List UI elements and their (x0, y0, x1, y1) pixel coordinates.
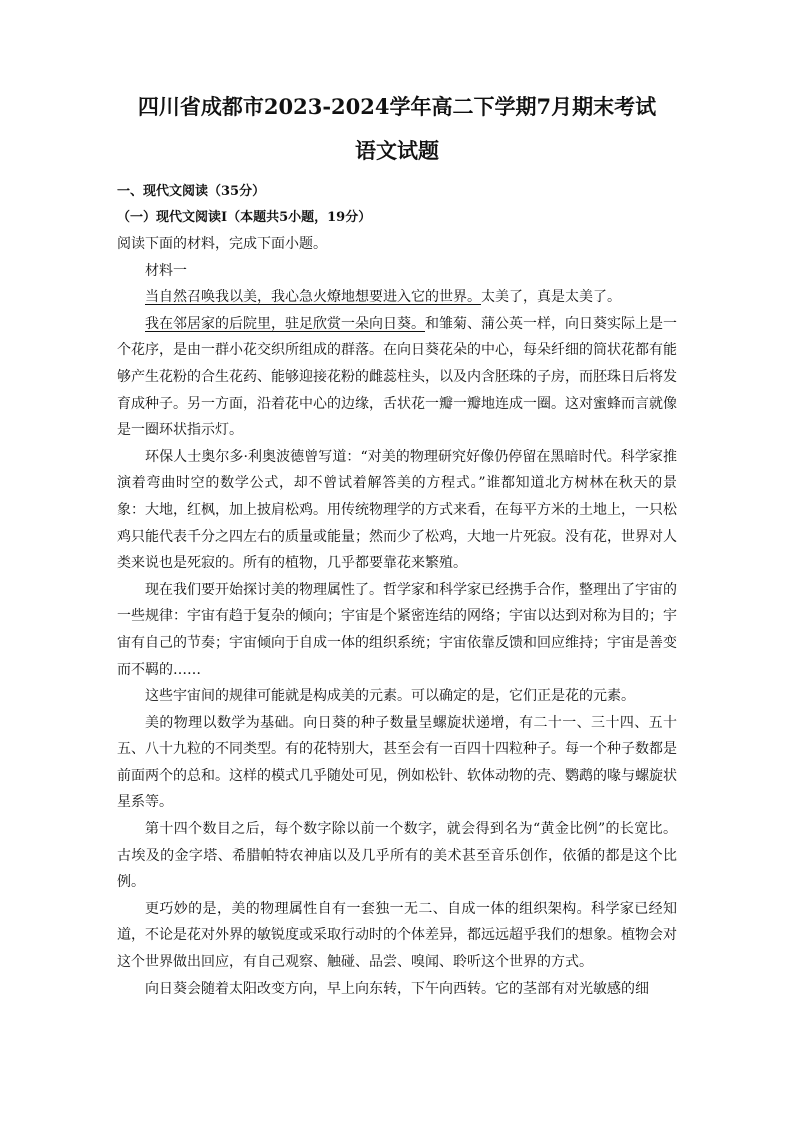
paragraph (117, 311, 677, 444)
paragraph: 美的物理以数学为基础。向日葵的种子数量呈螺旋状递增，有二十一、三十四、五十五、八十九粒的不同类型。有的花特别大，甚至会有一百四十四粒种子。每一个种子数都是前面两个的总和。这样的模式几乎随处可见，例如松针、软体动物的壳、鹦鹉的喙与螺旋状星系等。 (117, 714, 677, 811)
document-subtitle: 语文试题 (355, 138, 439, 163)
underlined-sentence: 当自然召唤我以美，我心急火燎地想要进入它的世界。 (145, 289, 481, 306)
underlined-sentence: 我在邻居家的后院里，驻足欣赏一朵向日葵。 (145, 315, 425, 332)
paragraph: 更巧妙的是，美的物理属性自有一套独一无二、自成一体的组织架构。科学家已经知道，不论是花对外界的敏锐度或采取行动时的个体差异，都远远超乎我们的想象。植物会对这个世界做出回应，有自己观察、触碰、品尝、嗅闻、聆听这个世界的方式。 (117, 900, 677, 971)
paragraph-text: 和雏菊、蒲公英一样，向日葵实际上是一个花序，是由一群小花交织所组成的群落。在向日葵花朵的中心，每朵纤细的筒状花都有能够产生花粉的合生花药、能够迎接花粉的雌蕊柱头，以及内含胚珠的子房，而胚珠日后将发育成种子。另一方面，沿着花中心的边缘，舌状花一瓣一瓣地连成一圈。这对蜜蜂而言就像是一圈环状指示灯。 (117, 315, 677, 439)
paragraph-text: 太美了，真是太美了。 (481, 289, 621, 306)
paragraph: 现在我们要开始探讨美的物理属性了。哲学家和科学家已经携手合作，整理出了宇宙的一些规律：宇宙有趋于复杂的倾向；宇宙是个紧密连结的网络；宇宙以达到对称为目的；宇宙有自己的节奏；宇宙倾向于自成一体的组织系统；宇宙依靠反馈和回应维持；宇宙是善变而不羁的…… (117, 581, 677, 678)
instruction-text: 阅读下面的材料，完成下面小题。 (117, 236, 327, 252)
paragraph: 第十四个数目之后，每个数字除以前一个数字，就会得到名为“黄金比例”的长宽比。古埃及的金字塔、希腊帕特农神庙以及几乎所有的美术甚至音乐创作，依循的都是这个比例。 (117, 821, 677, 891)
subsection-heading: （一）现代文阅读I（本题共5小题，19分） (117, 210, 372, 225)
material-label: 材料一 (145, 262, 187, 279)
paragraph: 环保人士奥尔多·利奥波德曾写道：“对美的物理研究好像仍停留在黑暗时代。科学家推演着弯曲时空的数学公式，却不曾试着解答美的方程式。”谁都知道北方树林在秋天的景象：大地，红枫，加上披肩松鸡。用传统物理学的方式来看，在每平方米的土地上，一只松鸡只能代表千分之四左右的质量或能量；然而少了松鸡，大地一片死寂。没有花，世界对人类来说也是死寂的。所有的植物，几乎都要靠花来繁殖。 (117, 448, 677, 572)
document-title: 四川省成都市2023-2024学年高二下学期7月期末考试 (137, 94, 657, 119)
paragraph: 这些宇宙间的规律可能就是构成美的元素。可以确定的是，它们正是花的元素。 (145, 688, 635, 705)
paragraph: 向日葵会随着太阳改变方向，早上向东转，下午向西转。它的茎部有对光敏感的细 (145, 980, 649, 997)
paragraph (117, 284, 677, 311)
section-heading: 一、现代文阅读（35分） (117, 184, 266, 199)
